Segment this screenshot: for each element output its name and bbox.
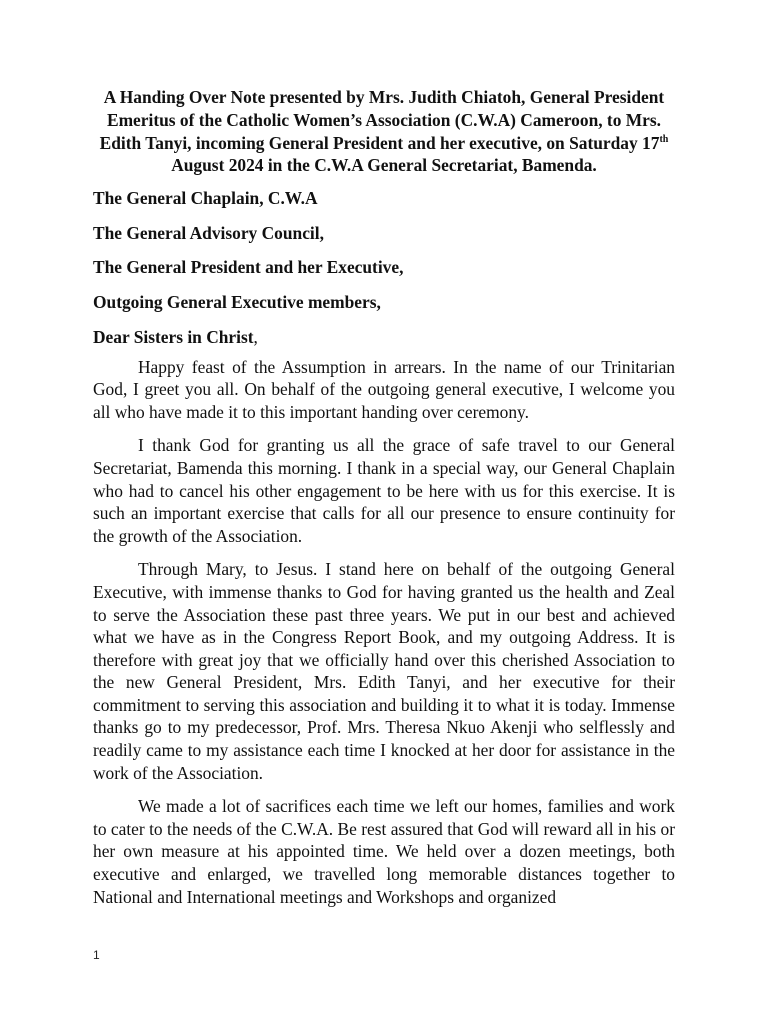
salutation-advisory-council: The General Advisory Council, xyxy=(93,222,324,243)
title-superscript: th xyxy=(659,133,669,145)
greeting xyxy=(93,326,675,348)
document-page xyxy=(93,86,675,919)
title-text-continued: August 2024 in the C.W.A General Secretariat, Bamenda. xyxy=(171,155,597,176)
body-paragraph-1: Happy feast of the Assumption in arrears. In the name of our Trinitarian God, I greet you all. On behalf of the outgoing general executive, I welcome you all who have made it to this important handing over ceremony. xyxy=(93,356,675,422)
body-paragraph-4: We made a lot of sacrifices each time we left our homes, families and work to cater to the needs of the C.W.A. Be rest assured that God will reward all in his or her own measure at his appointed time. We held over a dozen meetings, both executive and enlarged, we travelled long memorable distances together to National and International meetings and Workshops and organized xyxy=(93,796,675,907)
salutation-general-chaplain: The General Chaplain, C.W.A xyxy=(93,188,318,209)
body-paragraph-2: I thank God for granting us all the grace of safe travel to our General Secretariat, Bamenda this morning. I thank in a special way, our General Chaplain who had to cancel his other engagement to be here with us for this exercise. It is such an important exercise that calls for all our presence to ensure continuity for the growth of the Association. xyxy=(93,435,675,546)
salutation-general-president: The General President and her Executive, xyxy=(93,257,404,278)
title-text: A Handing Over Note presented by Mrs. Judith Chiatoh, General President Emeritus of the Catholic Women’s Association (C.W.A) Cameroon, to Mrs. Edith Tanyi, incoming General President and her executive, on Saturday 17 xyxy=(99,87,665,153)
page-number: 1 xyxy=(93,948,100,962)
body-paragraph-3: Through Mary, to Jesus. I stand here on behalf of the outgoing General Executive, with immense thanks to God for having granted us the health and Zeal to serve the Association these past three years. We put in our best and achieved what we have as in the Congress Report Book, and my outgoing Address. It is therefore with great joy that we officially hand over this cherished Association to the new General President, Mrs. Edith Tanyi, and her executive for their commitment to serving this association and building it to what it is today. Immense thanks go to my predecessor, Prof. Mrs. Theresa Nkuo Akenji who selflessly and readily came to my assistance each time I knocked at her door for assistance in the work of the Association. xyxy=(93,559,675,783)
greeting-text: Dear Sisters in Christ xyxy=(93,326,254,347)
greeting-punctuation: , xyxy=(253,326,258,347)
salutation-outgoing-executive: Outgoing General Executive members, xyxy=(93,291,381,312)
document-title xyxy=(93,86,675,177)
